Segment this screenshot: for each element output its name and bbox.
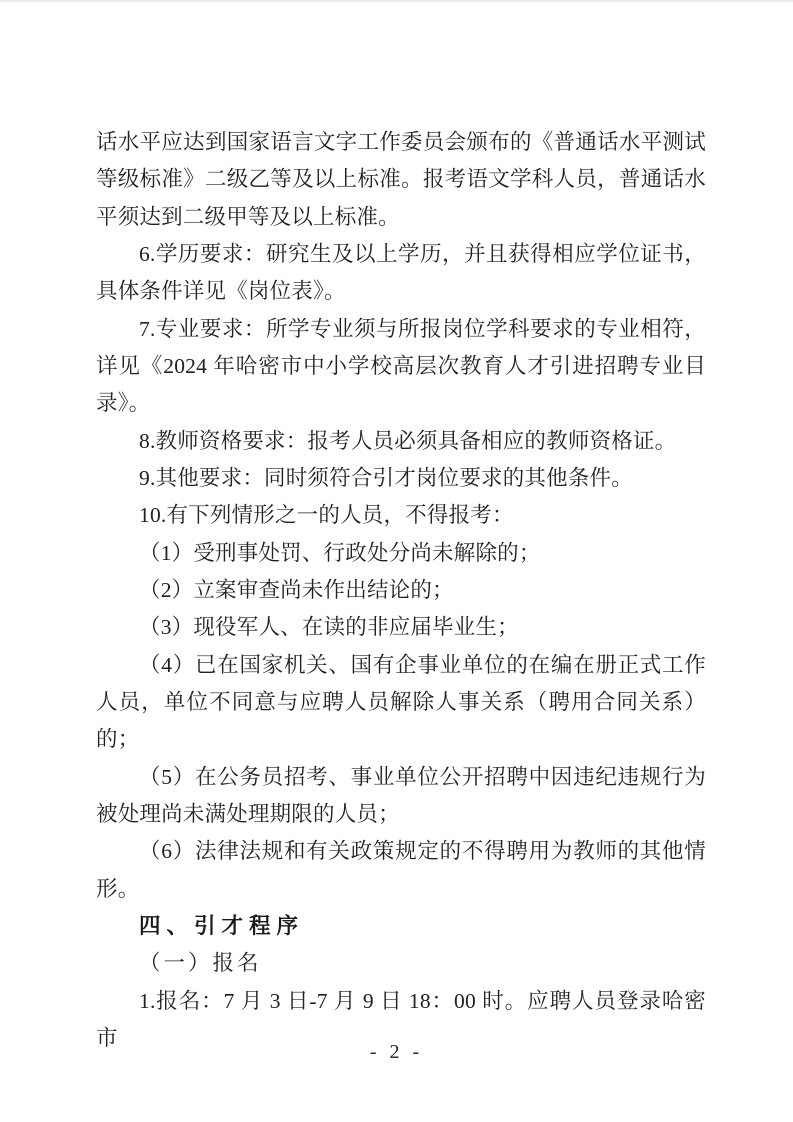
paragraph: （4）已在国家机关、国有企事业单位的在编在册正式工作人员，单位不同意与应聘人员解除人事关系（聘用合同关系）的； xyxy=(96,652,706,752)
paragraph: 1.报名：7 月 3 日-7 月 9 日 18：00 时。应聘人员登录哈密市 xyxy=(96,988,706,1050)
paragraph: （2）立案审查尚未作出结论的； xyxy=(139,577,454,602)
section-heading: 四、引才程序 xyxy=(139,913,305,938)
paragraph: 8.教师资格要求：报考人员必须具备相应的教师资格证。 xyxy=(139,428,677,453)
paragraph: 话水平应达到国家语言文字工作委员会颁布的《普通话水平测试等级标准》二级乙等及以上标准。报考语文学科人员，普通话水平须达到二级甲等及以上标准。 xyxy=(96,130,706,229)
paragraph: （3）现役军人、在读的非应届毕业生； xyxy=(139,615,519,640)
subsection-heading: （一）报名 xyxy=(139,951,262,976)
paragraph: 7.专业要求：所学专业须与所报岗位学科要求的专业相符，详见《2024 年哈密市中小学校高层次教育人才引进招聘专业目录》。 xyxy=(96,316,706,416)
paragraph: 6.学历要求：研究生及以上学历，并且获得相应学位证书，具体条件详见《岗位表》。 xyxy=(96,241,706,304)
paragraph: （1）受刑事处罚、行政处分尚未解除的； xyxy=(139,540,541,565)
document-body xyxy=(96,124,706,1057)
paragraph: （6）法律法规和有关政策规定的不得聘用为教师的其他情形。 xyxy=(96,839,706,901)
paragraph: （5）在公务员招考、事业单位公开招聘中因违纪违规行为被处理尚未满处理期限的人员； xyxy=(96,764,706,826)
scan-artifact-line xyxy=(0,0,793,2)
paragraph: 9.其他要求：同时须符合引才岗位要求的其他条件。 xyxy=(139,465,633,490)
page-number: - 2 - xyxy=(369,1041,424,1063)
paragraph: 10.有下列情形之一的人员，不得报考： xyxy=(139,503,514,528)
